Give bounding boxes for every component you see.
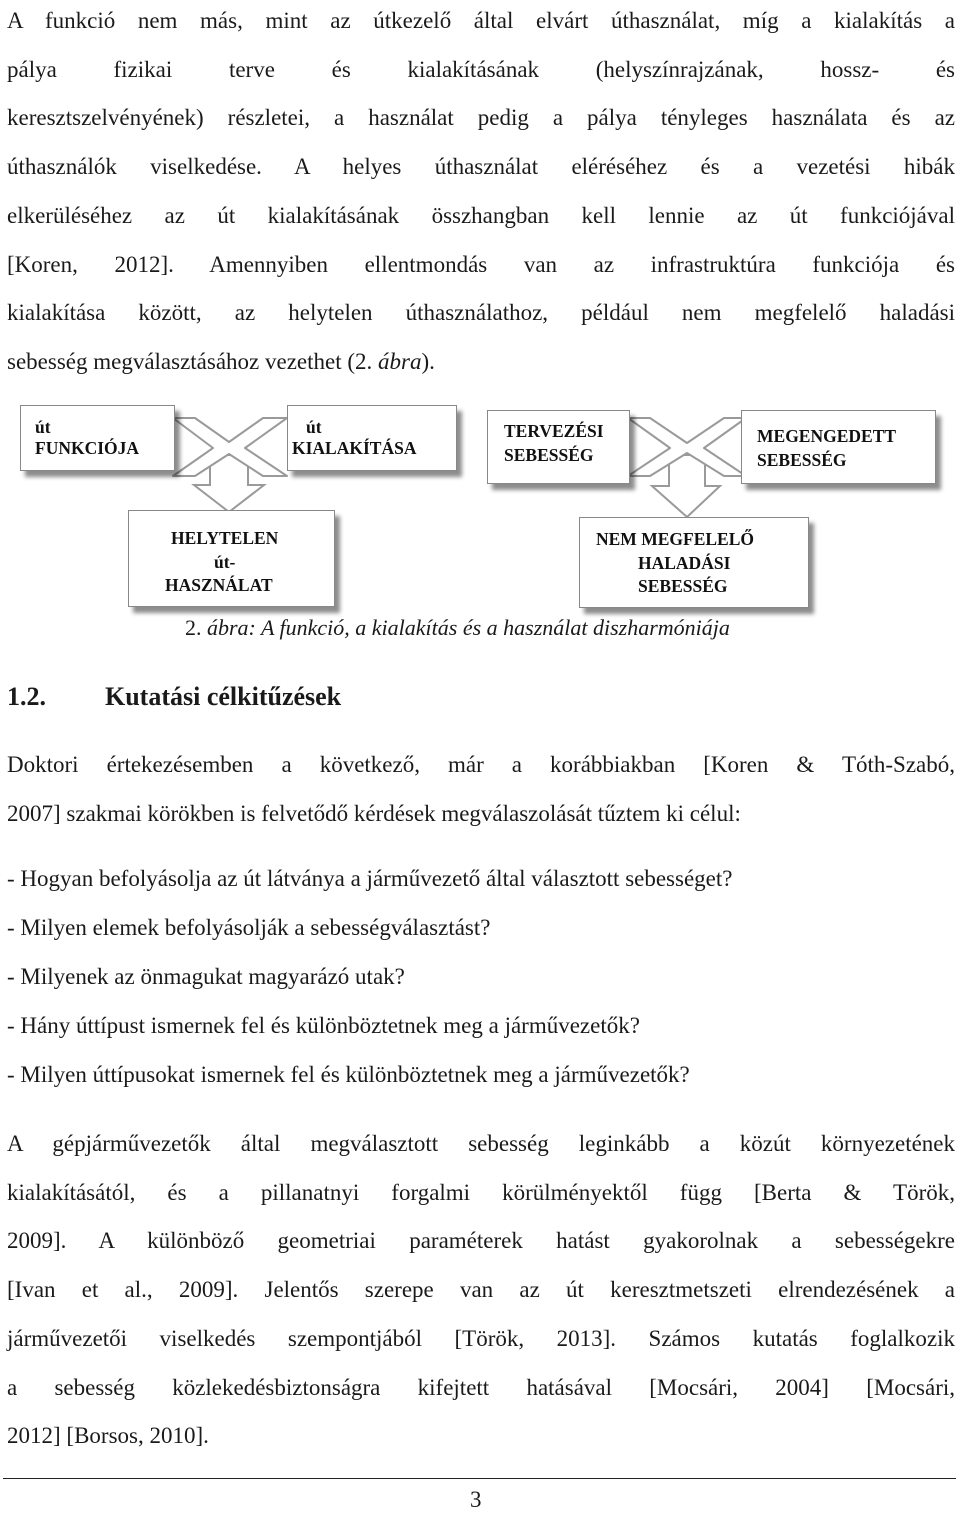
intro-line: úthasználók viselkedése. A helyes úthasználat eléréséhez és a vezetési hibák	[7, 154, 955, 180]
objectives-line: 2007] szakmai körökben is felvetődő kérdések megválaszolását tűztem ki célul:	[7, 800, 741, 826]
figure-caption-text: ábra: A funkció, a kialakítás és a használat diszharmóniája	[207, 615, 730, 640]
box-road-function-label-1: út	[35, 417, 51, 437]
question-item: - Hogyan befolyásolja az út látványa a járművezető által választott sebességet?	[7, 866, 733, 891]
intro-last-suffix: ).	[421, 348, 435, 374]
box-design-speed-label-2: SEBESSÉG	[504, 445, 594, 465]
final-line: 2012] [Borsos, 2010].	[7, 1423, 209, 1449]
box-allowed-speed-label-1: MEGENGEDETT	[757, 426, 897, 446]
box-allowed-speed	[741, 410, 936, 484]
box-design-speed-label-1: TERVEZÉSI	[504, 421, 604, 441]
box-wrong-speed-label-3: SEBESSÉG	[638, 576, 728, 596]
section-number: 1.2.	[7, 682, 46, 711]
box-wrong-speed-label-2: HALADÁSI	[638, 553, 731, 573]
final-line: kialakításától, és a pillanatnyi forgalmi körülményektől függ [Berta & Török,	[7, 1179, 955, 1205]
section-heading	[7, 677, 341, 717]
question-item: - Milyenek az önmagukat magyarázó utak?	[7, 964, 405, 989]
box-road-design-label-1: út	[306, 417, 322, 437]
box-wrong-use-label-3: HASZNÁLAT	[165, 575, 273, 595]
objectives-line: Doktori értekezésemben a következő, már a korábbiakban [Koren & Tóth-Szabó,	[7, 752, 955, 777]
box-wrong-speed-label-1: NEM MEGFELELŐ	[596, 529, 754, 549]
question-item: - Milyen úttípusokat ismernek fel és különböztetnek meg a járművezetők?	[7, 1062, 690, 1087]
final-line: A gépjárművezetők által megválasztott sebesség leginkább a közút környezetének	[7, 1131, 955, 1156]
final-line: járművezetői viselkedés szempontjából [Török, 2013]. Számos kutatás foglalkozik	[7, 1325, 955, 1351]
intro-line: kialakítása között, az helytelen úthasználathoz, például nem megfelelő haladási	[7, 300, 955, 326]
final-line: [Ivan et al., 2009]. Jelentős szerepe van az út keresztmetszeti elrendezésének a	[7, 1277, 955, 1303]
objectives-paragraph	[7, 741, 955, 838]
page-number: 3	[470, 1487, 482, 1512]
intro-figure-ref: ábra	[378, 348, 422, 374]
footer-divider	[3, 1478, 956, 1479]
intro-last-prefix: sebesség megválasztásához vezethet (2.	[7, 348, 379, 374]
box-road-design	[287, 405, 457, 471]
intro-line: [Koren, 2012]. Amennyiben ellentmondás van az infrastruktúra funkciója és	[7, 251, 955, 277]
box-wrong-use-label-2: út-	[214, 552, 236, 572]
box-design-speed	[487, 410, 630, 484]
final-line: 2009]. A különböző geometriai paraméterek hatást gyakorolnak a sebességekre	[7, 1228, 955, 1254]
box-allowed-speed-label-2: SEBESSÉG	[757, 450, 847, 470]
intro-line: keresztszelvényének) részletei, a használat pedig a pálya tényleges használata és az	[7, 105, 955, 131]
intro-line: pálya fizikai terve és kialakításának (helyszínrajzának, hossz- és	[7, 56, 955, 82]
figure-caption-number: 2.	[185, 615, 202, 640]
final-line: a sebesség közlekedésbiztonságra kifejtett hatásával [Mocsári, 2004] [Mocsári,	[7, 1374, 955, 1400]
box-road-design-label-2: KIALAKÍTÁSA	[292, 438, 417, 458]
box-road-function-label-2: FUNKCIÓJA	[35, 438, 140, 458]
box-road-function	[20, 405, 175, 471]
box-wrong-road-use	[128, 510, 335, 607]
box-wrong-speed	[579, 517, 809, 608]
box-wrong-use-label-1: HELYTELEN	[171, 528, 279, 548]
question-item: - Milyen elemek befolyásolják a sebességválasztást?	[7, 915, 491, 940]
final-paragraph	[7, 1120, 955, 1461]
intro-line: A funkció nem más, mint az útkezelő által elvárt úthasználat, míg a kialakítás a	[7, 8, 955, 33]
intro-line: elkerüléséhez az út kialakításának összhangban kell lennie az út funkciójával	[7, 202, 955, 228]
section-title: Kutatási célkitűzések	[105, 682, 342, 711]
question-item: - Hány úttípust ismernek fel és különböztetnek meg a járművezetők?	[7, 1013, 640, 1038]
figure-caption	[185, 612, 730, 644]
